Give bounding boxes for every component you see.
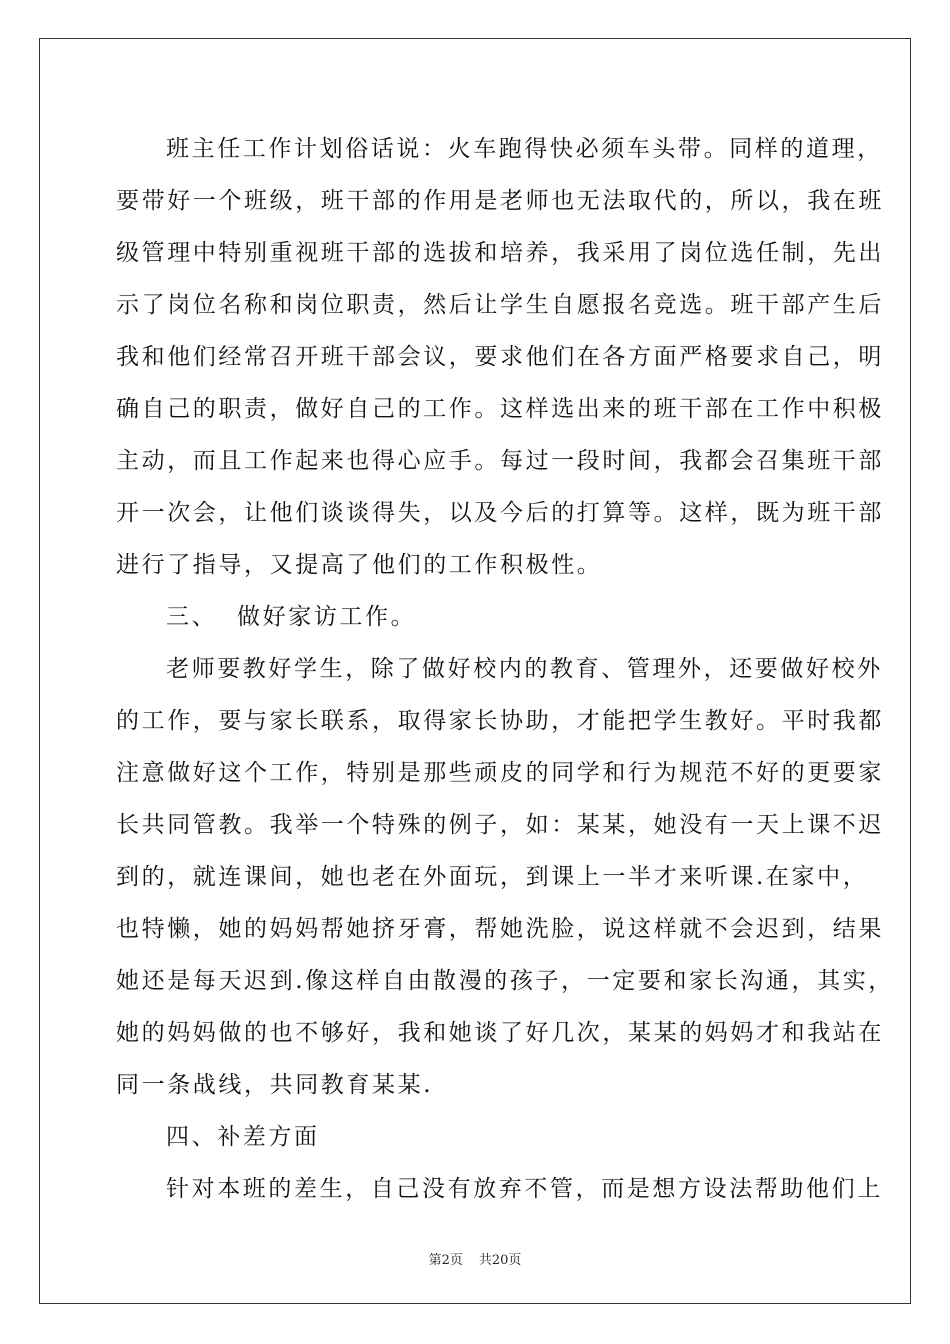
paragraph-line: 到的，就连课间，她也老在外面玩，到课上一半才来听课.在家中， (116, 864, 869, 890)
paragraph-line: 长共同管教。我举一个特殊的例子，如：某某，她没有一天上课不迟 (116, 812, 884, 838)
paragraph-line: 班主任工作计划俗话说：火车跑得快必须车头带。同样的道理， (166, 136, 883, 162)
paragraph-line: 老师要教好学生，除了做好校内的教育、管理外，还要做好校外 (166, 656, 883, 682)
section-heading: 三、 做好家访工作。 (166, 604, 417, 630)
paragraph-line: 她的妈妈做的也不够好，我和她谈了好几次，某某的妈妈才和我站在 (116, 1020, 884, 1046)
page-number: 第2页 (428, 1253, 463, 1268)
paragraph-line: 确自己的职责，做好自己的工作。这样选出来的班干部在工作中积极 (116, 396, 884, 422)
paragraph-line: 的工作，要与家长联系，取得家长协助，才能把学生教好。平时我都 (116, 708, 884, 734)
paragraph-line: 示了岗位名称和岗位职责，然后让学生自愿报名竞选。班干部产生后 (116, 292, 884, 318)
paragraph-line: 级管理中特别重视班干部的选拔和培养，我采用了岗位选任制，先出 (116, 240, 884, 266)
paragraph-line: 注意做好这个工作，特别是那些顽皮的同学和行为规范不好的更要家 (116, 760, 884, 786)
paragraph-line: 同一条战线，共同教育某某. (116, 1072, 434, 1098)
paragraph-line: 主动，而且工作起来也得心应手。每过一段时间，我都会召集班干部 (116, 448, 884, 474)
paragraph-line: 进行了指导，又提高了他们的工作积极性。 (116, 552, 603, 578)
paragraph-line: 她还是每天迟到.像这样自由散漫的孩子，一定要和家长沟通，其实， (116, 968, 894, 994)
document-body (116, 125, 894, 1217)
section-heading: 四、补差方面 (166, 1124, 320, 1150)
paragraph-line: 开一次会，让他们谈谈得失，以及今后的打算等。这样，既为班干部 (116, 500, 884, 526)
paragraph-line: 要带好一个班级，班干部的作用是老师也无法取代的，所以，我在班 (116, 188, 884, 214)
paragraph-line: 针对本班的差生，自己没有放弃不管，而是想方设法帮助他们上 (166, 1176, 883, 1202)
paragraph-line: 我和他们经常召开班干部会议，要求他们在各方面严格要求自己，明 (116, 344, 884, 370)
paragraph-line: 也特懒，她的妈妈帮她挤牙膏，帮她洗脸，说这样就不会迟到，结果 (116, 916, 884, 942)
page-total: 共20页 (478, 1253, 522, 1268)
page-footer (0, 1249, 950, 1268)
